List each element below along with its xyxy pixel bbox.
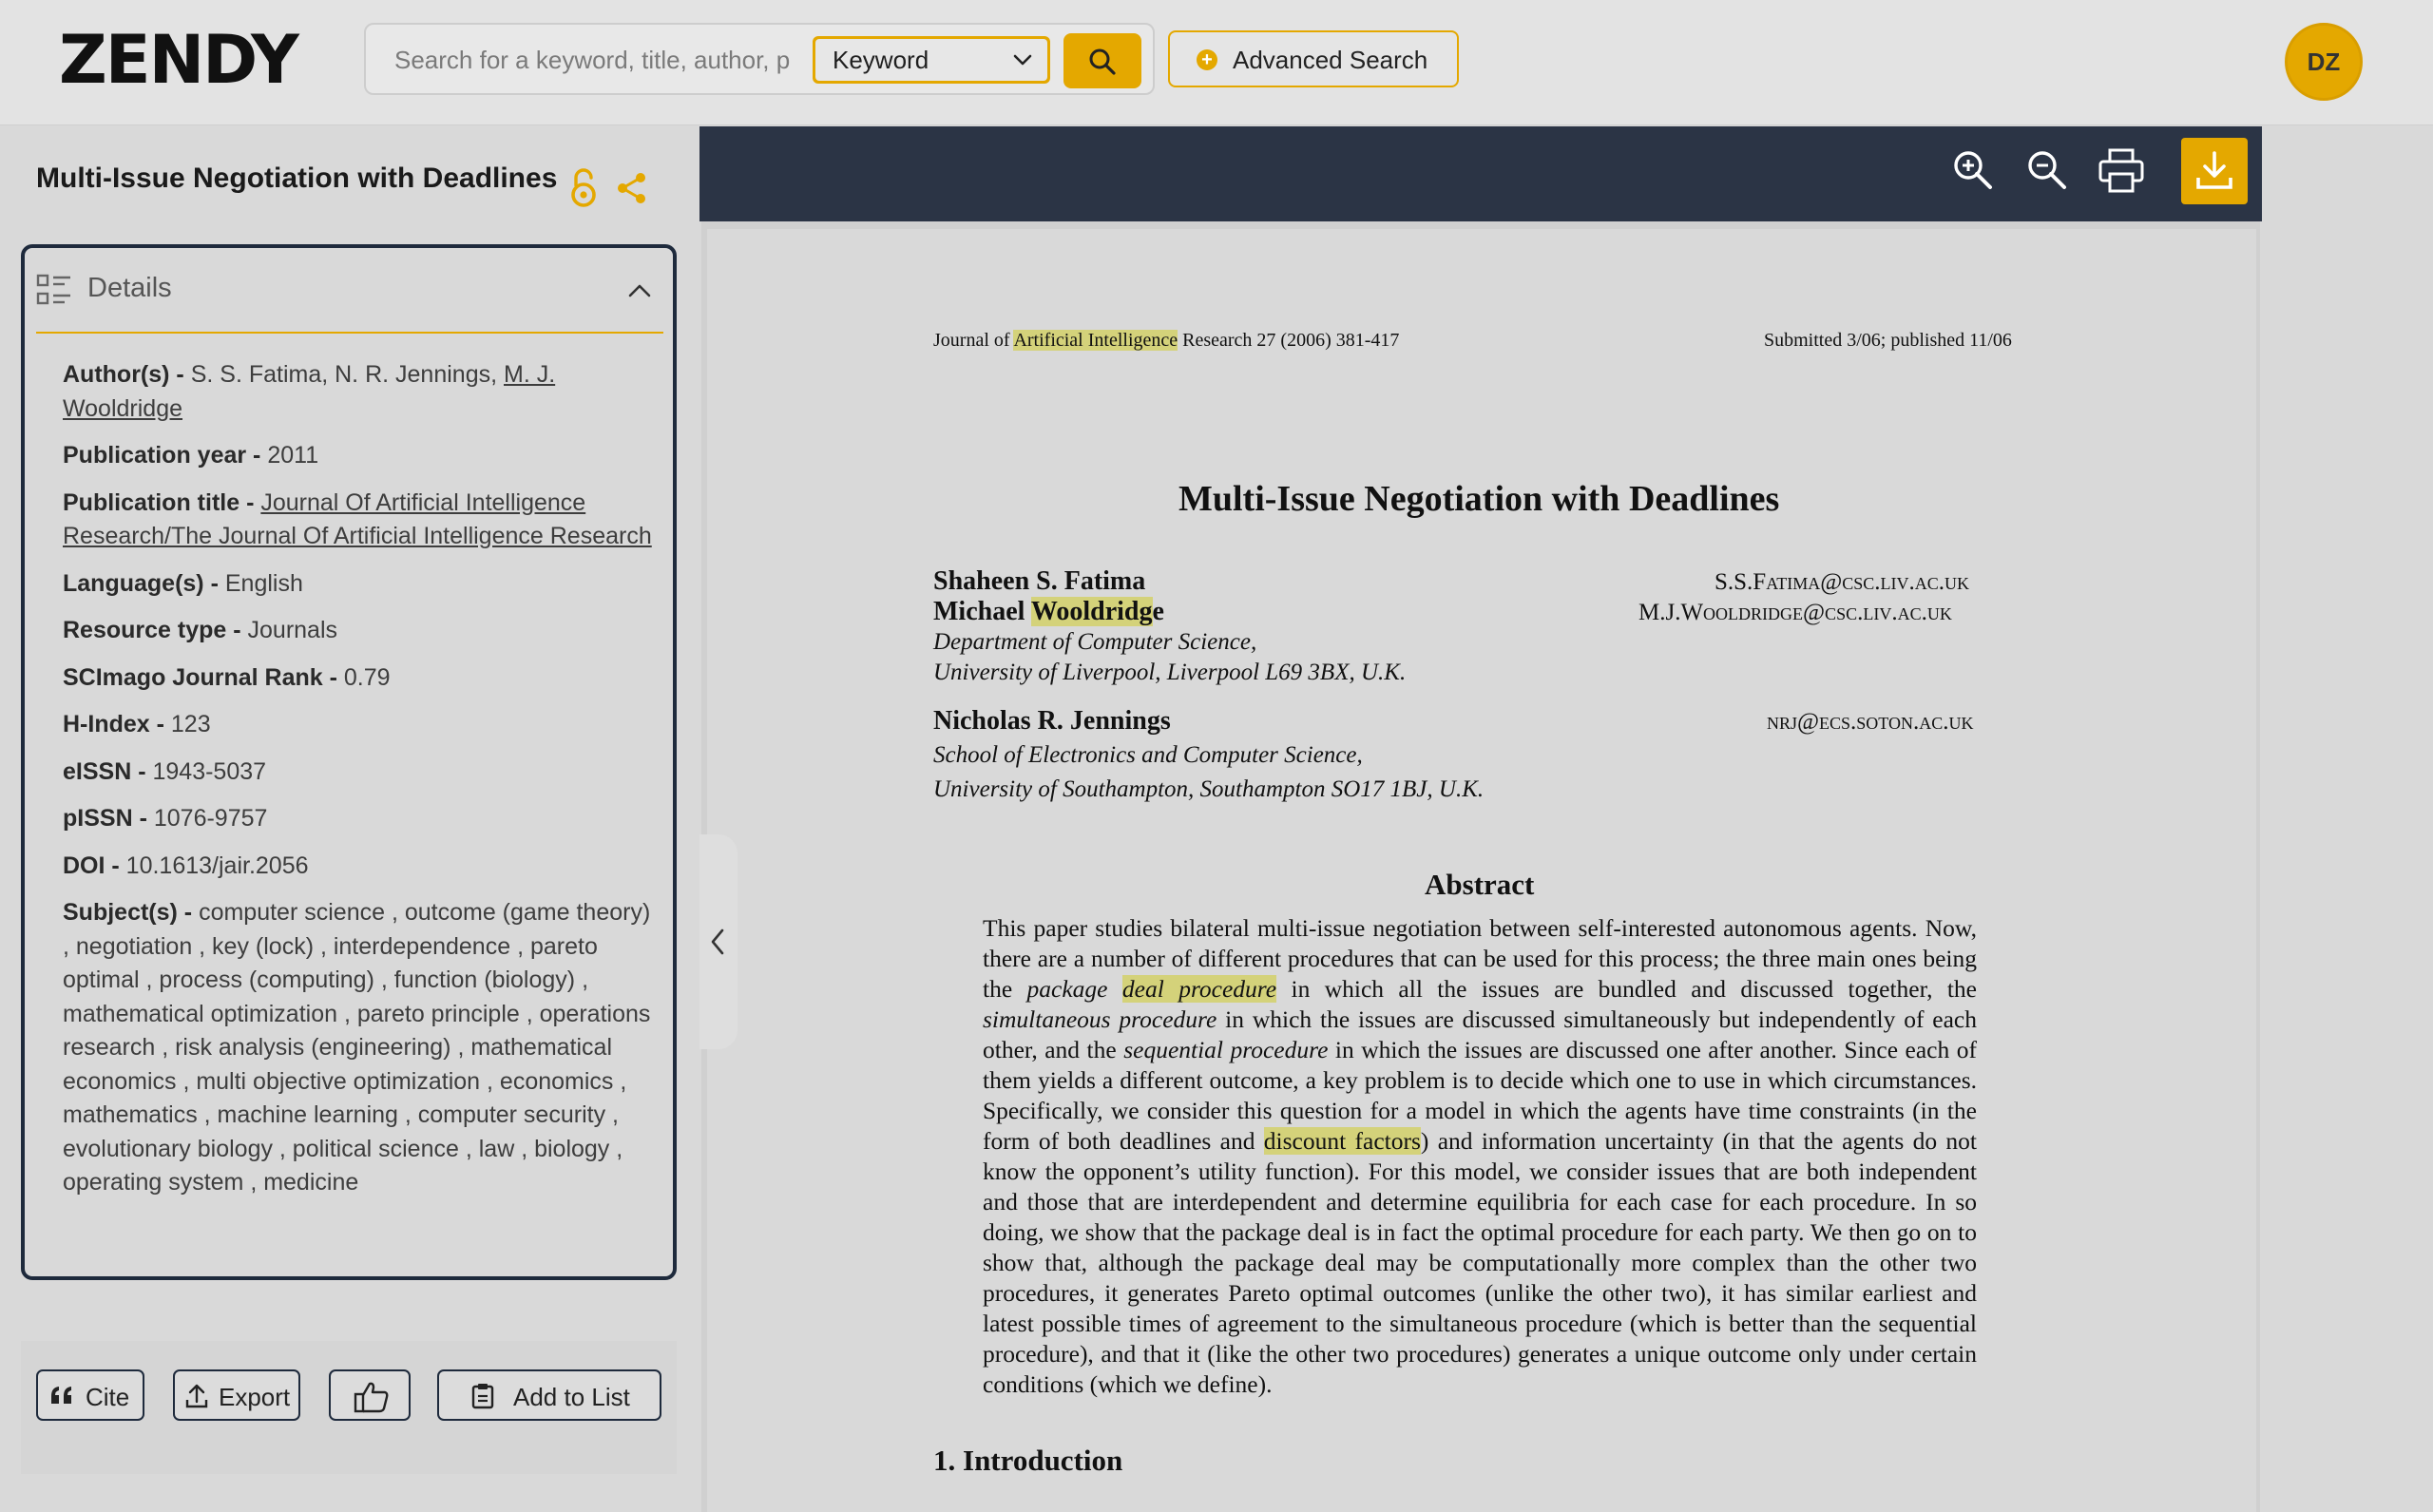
- eissn-label: eISSN -: [63, 757, 146, 785]
- article-title: Multi-Issue Negotiation with Deadlines: [36, 163, 558, 194]
- clipboard-icon: [471, 1383, 494, 1409]
- language-row: [63, 567, 652, 602]
- chevron-up-icon[interactable]: [625, 277, 654, 305]
- abstract-part-7: sequential procedure: [1123, 1036, 1329, 1063]
- add-to-list-button[interactable]: [437, 1369, 661, 1421]
- subjects-label: Subject(s) -: [63, 899, 193, 926]
- quote-icon: [49, 1385, 74, 1406]
- author-2-highlight: Wooldridg: [1030, 597, 1153, 626]
- viewer-toolbar: [699, 126, 2262, 221]
- author-2: [933, 597, 1164, 627]
- doi-label: DOI -: [63, 852, 120, 879]
- abstract-part-8: in which the issues are discussed one after another. Since each of them yields a different outcome, a key problem is to decide which one to use in which circumstances. Specifically, we consider this question for a model in which the agents have time constraints (in the form of both deadlines and: [983, 1036, 1977, 1155]
- advanced-search-label: Advanced Search: [1233, 46, 1428, 74]
- search-type-value: Keyword: [833, 46, 929, 74]
- open-access-icon: [566, 166, 601, 208]
- cite-label: Cite: [86, 1383, 130, 1411]
- author-2-pre: Michael: [933, 597, 1031, 626]
- author-1-email: S.S.Fatima@csc.liv.ac.uk: [1715, 569, 1969, 595]
- abstract-highlight-2: discount factors: [1263, 1127, 1421, 1155]
- zoom-in-icon[interactable]: [1950, 147, 1996, 193]
- affiliation-1-line-1: Department of Computer Science,: [933, 629, 1257, 655]
- abstract-highlight-1: deal procedure: [1121, 975, 1277, 1003]
- resource-label: Resource type -: [63, 617, 241, 643]
- details-header[interactable]: [36, 267, 663, 334]
- pissn-value: 1076-9757: [153, 805, 268, 832]
- pissn-label: pISSN -: [63, 805, 147, 832]
- affiliation-2-line-2: University of Southampton, Southampton SO17 1BJ, U.K.: [933, 776, 1485, 802]
- details-body: [63, 358, 652, 1214]
- add-to-list-label: Add to List: [513, 1383, 630, 1411]
- author-2-post: e: [1152, 597, 1164, 626]
- affiliation-1-line-2: University of Liverpool, Liverpool L69 3BX, U.K.: [933, 660, 1407, 685]
- sjr-label: SCImago Journal Rank -: [63, 663, 337, 691]
- export-icon: [184, 1383, 209, 1409]
- resource-value: Journals: [247, 617, 338, 643]
- abstract-part-5: simultaneous procedure: [983, 1005, 1217, 1033]
- author-2-email: M.J.Wooldridge@csc.liv.ac.uk: [1638, 600, 1952, 625]
- pubtitle-link[interactable]: Journal Of Artificial Intelligence Research/The Journal Of Artificial Intelligence Research: [63, 488, 652, 549]
- download-button[interactable]: [2181, 138, 2248, 204]
- chevron-left-icon: [707, 926, 728, 958]
- pubtitle-label: Publication title -: [63, 488, 255, 516]
- author-1: Shaheen S. Fatima: [933, 566, 1146, 596]
- hindex-value: 123: [170, 711, 211, 737]
- export-button[interactable]: [173, 1369, 300, 1421]
- paper-title: Multi-Issue Negotiation with Deadlines: [1178, 479, 1780, 519]
- list-details-icon: [36, 273, 72, 307]
- thumbs-up-icon: [354, 1381, 390, 1413]
- search-icon: [1087, 47, 1118, 77]
- author-3: Nicholas R. Jennings: [933, 706, 1171, 736]
- submitted-line: Submitted 3/06; published 11/06: [1764, 330, 2012, 351]
- details-title: Details: [87, 273, 172, 303]
- actions-bar: [21, 1341, 677, 1474]
- resource-row: [63, 614, 652, 648]
- export-label: Export: [219, 1383, 291, 1411]
- authors-label: Author(s) -: [63, 361, 184, 388]
- author-link[interactable]: M. J. Wooldridge: [63, 361, 556, 422]
- abstract-part-4: in which all the issues are bundled and discussed together, the: [1276, 975, 1977, 1003]
- journal-line: [933, 330, 1399, 352]
- search-bar: [364, 23, 1155, 95]
- eissn-value: 1943-5037: [152, 757, 267, 785]
- search-type-select[interactable]: [813, 36, 1050, 84]
- hindex-row: [63, 708, 652, 742]
- search-button[interactable]: [1063, 33, 1141, 88]
- pissn-row: [63, 802, 652, 836]
- author-3-email: nrj@ecs.soton.ac.uk: [1767, 709, 1974, 735]
- abstract-body: [983, 913, 1977, 1400]
- sjr-value: 0.79: [343, 663, 391, 691]
- share-icon[interactable]: [616, 172, 648, 204]
- hindex-label: H-Index -: [63, 711, 164, 737]
- article-sidebar: [0, 126, 699, 1512]
- abstract-part-10: ) and information uncertainty (in that the agents do not know the opponent’s utility function). For this model, we consider issues that are both independent and those that are interdependent and determine equilibria for each case for each procedure. In so doing, we show that the package deal is in fact the optimal procedure for each party. We then go on to show that, although the package deal may be computationally more complex than the other two procedures, it generates Pareto optimal outcomes (unlike the other two), it has similar earliest and latest possible times of agreement to the simultaneous procedure (which is better than the sequential procedure), and that it (like the other two procedures) generates a unique outcome only under certain conditions (which we define).: [983, 1127, 1977, 1398]
- doi-row: [63, 850, 652, 884]
- cite-button[interactable]: [36, 1369, 144, 1421]
- journal-highlight: Artificial Intelligence: [1013, 330, 1178, 351]
- subjects-row: [63, 896, 652, 1200]
- search-input[interactable]: [394, 40, 794, 80]
- chevron-down-icon: [1011, 48, 1034, 71]
- abstract-heading: Abstract: [1425, 868, 1535, 901]
- pubtitle-row: [63, 487, 652, 554]
- doi-value: 10.1613/jair.2056: [125, 852, 309, 879]
- zendy-logo[interactable]: ZENDY: [59, 21, 297, 99]
- journal-post: Research 27 (2006) 381-417: [1178, 330, 1400, 351]
- affiliation-2-line-1: School of Electronics and Computer Science,: [933, 742, 1363, 768]
- journal-pre: Journal of: [933, 330, 1014, 351]
- subjects-value: computer science , outcome (game theory) , negotiation , key (lock) , interdependence , pareto optimal , process (computing) , function (biology) , mathematical optimization , pareto principle , operations research , risk analysis (engineering) , mathematical economics , multi objective optimization , economics , mathematics , machine learning , computer security , evolutionary biology , political science , law , biology , operating system , medicine: [63, 899, 651, 1196]
- year-value: 2011: [267, 442, 319, 469]
- top-bar: [0, 0, 2433, 125]
- advanced-search-button[interactable]: [1168, 30, 1459, 87]
- collapse-sidebar-tab[interactable]: [699, 834, 738, 1049]
- language-value: English: [224, 569, 303, 597]
- pdf-page: [707, 229, 2256, 1512]
- plus-circle-icon: +: [1197, 49, 1217, 70]
- print-icon[interactable]: [2097, 147, 2146, 195]
- details-panel: [21, 244, 677, 1280]
- eissn-row: [63, 756, 652, 790]
- sjr-row: [63, 661, 652, 696]
- download-icon: [2194, 149, 2234, 191]
- year-label: Publication year -: [63, 442, 261, 469]
- abstract-part-1: This paper studies bilateral multi-issue negotiation between self-interested autonomous agents. Now, there are a number of different procedures that can be used for this process; the three main ones being the: [983, 914, 1977, 1003]
- language-label: Language(s) -: [63, 569, 219, 597]
- authors-row: [63, 358, 652, 426]
- section-heading: 1. Introduction: [933, 1444, 1123, 1477]
- user-avatar[interactable]: DZ: [2285, 23, 2363, 101]
- abstract-part-6: in which the issues are discussed simultaneously but independently of each other, and the: [983, 1005, 1977, 1063]
- like-button[interactable]: [329, 1369, 411, 1421]
- zoom-out-icon[interactable]: [2024, 147, 2070, 193]
- authors-value: S. S. Fatima, N. R. Jennings,: [190, 361, 498, 388]
- abstract-part-2: package: [1026, 975, 1108, 1003]
- year-row: [63, 439, 652, 473]
